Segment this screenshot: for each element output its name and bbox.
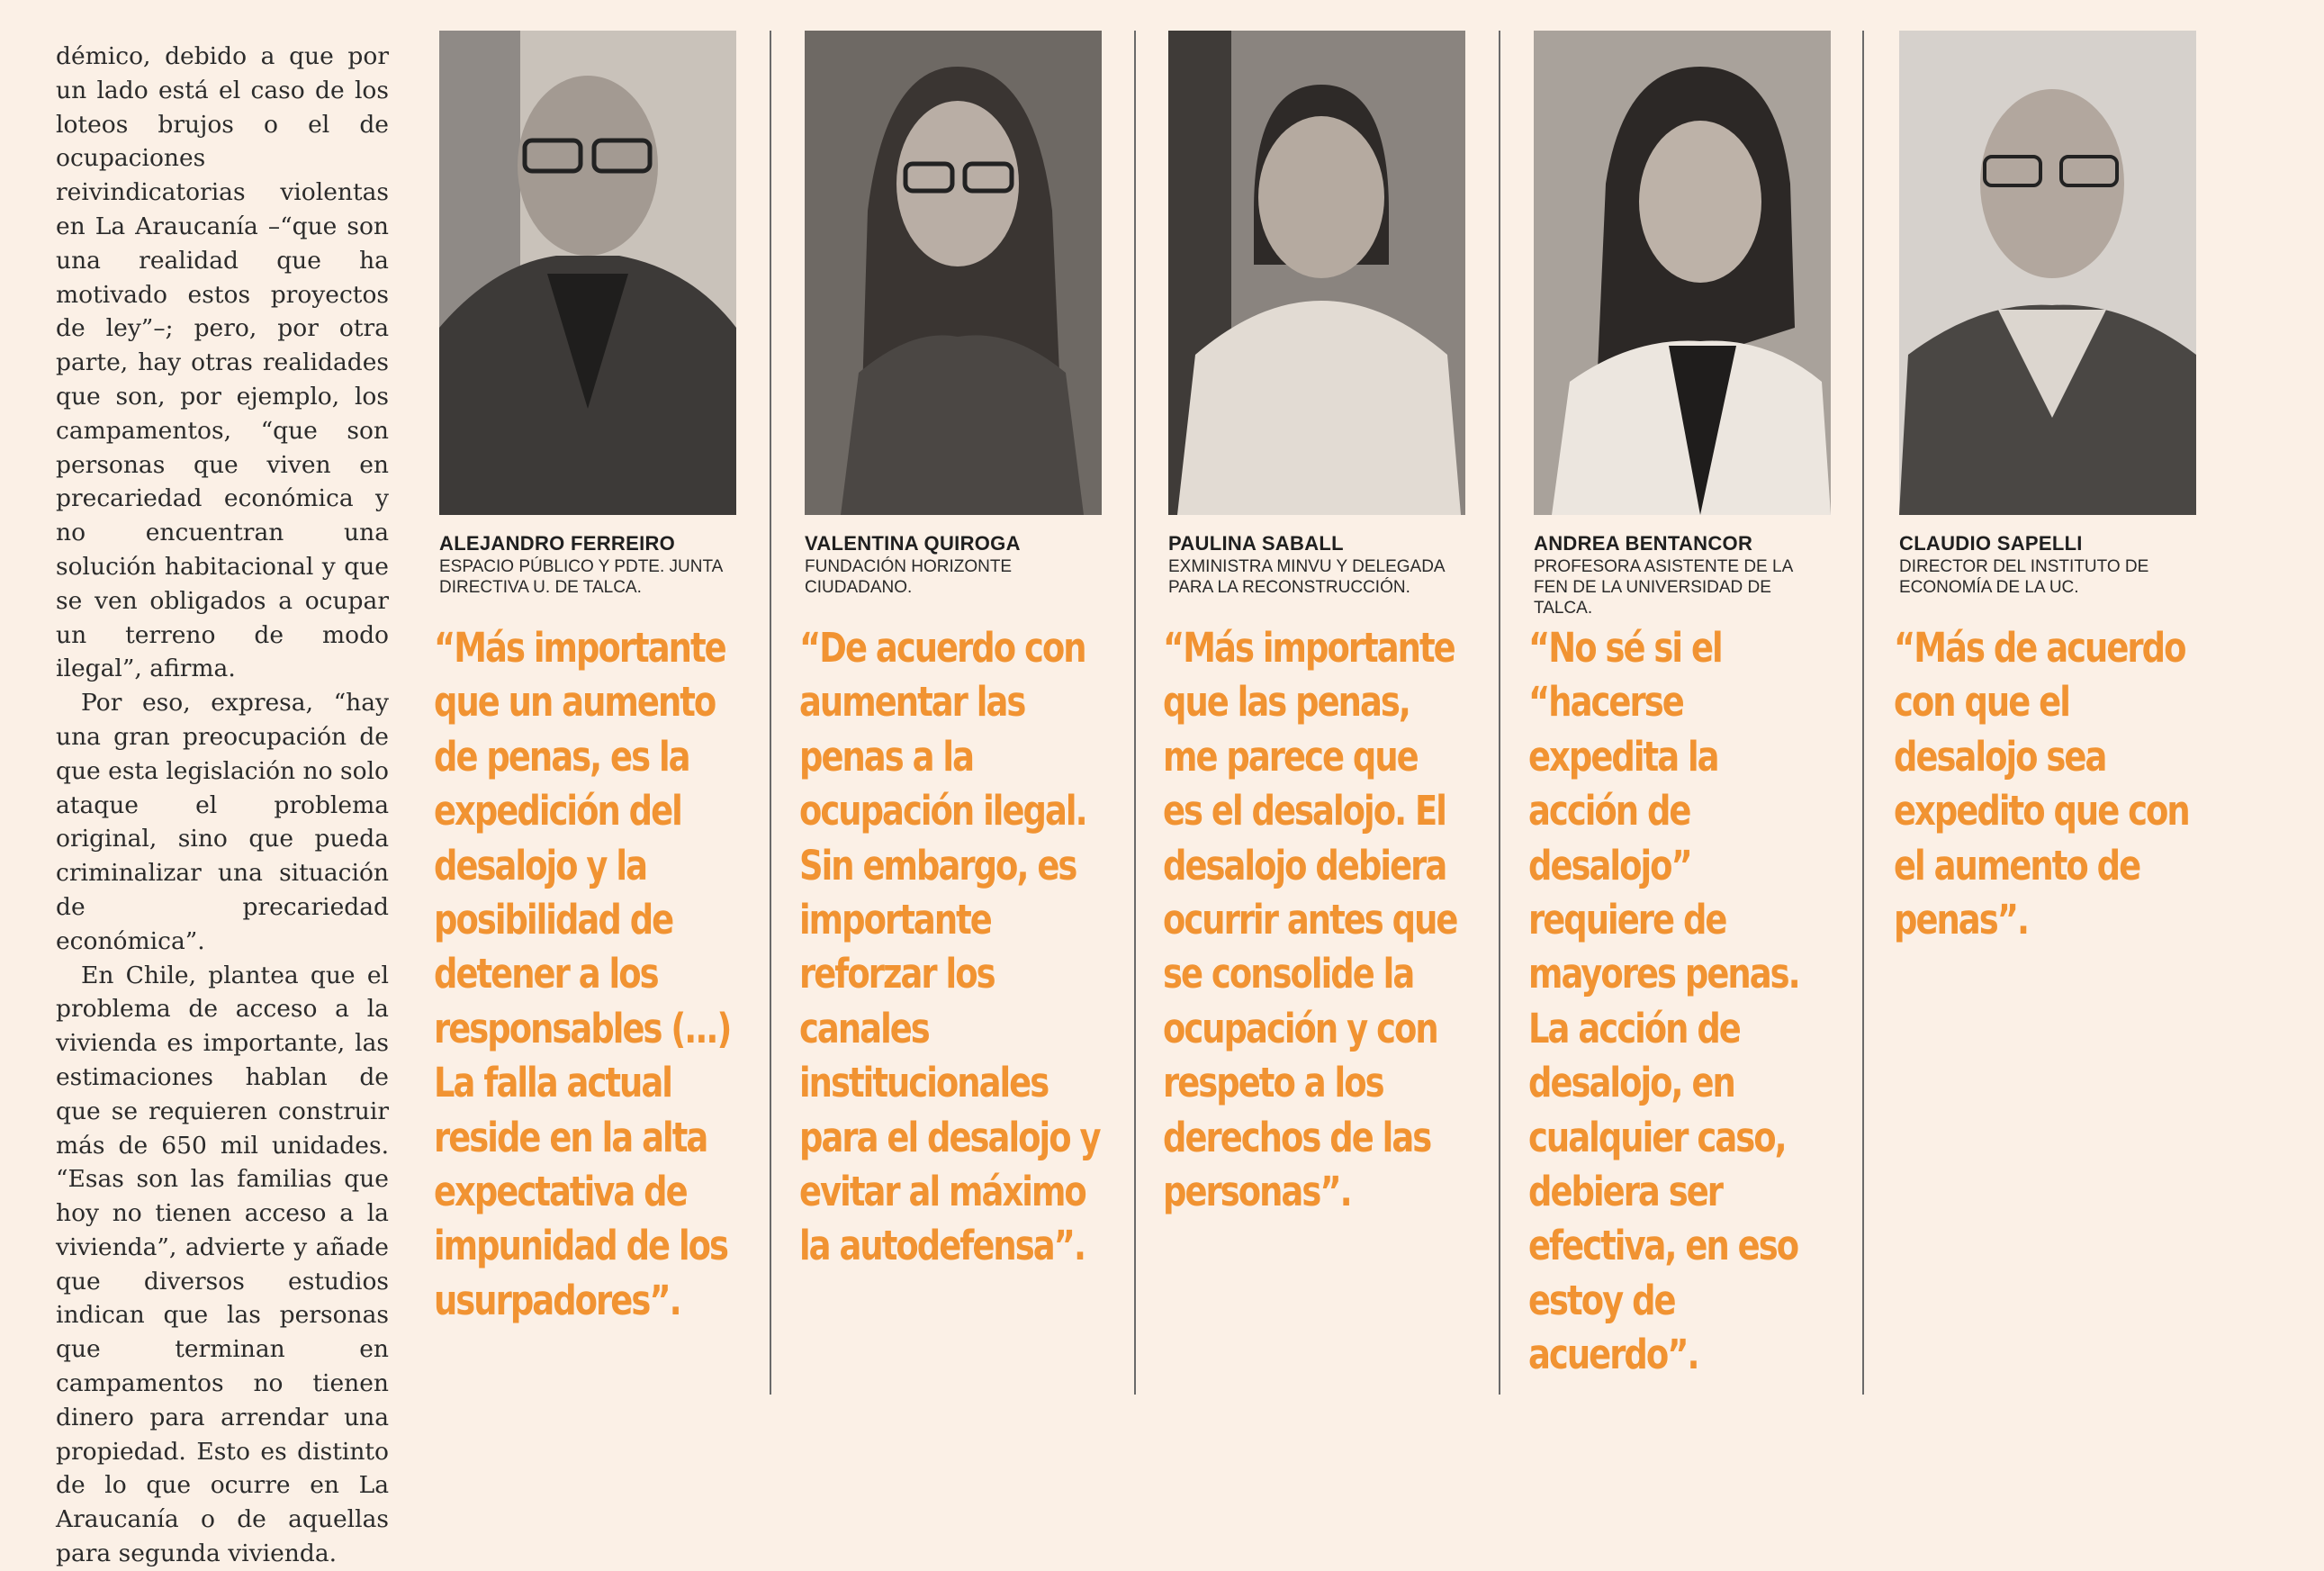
article-paragraph-1: démico, debido a que por un lado está el caso de los loteos brujos o el de ocupaciones reivindicatorias violentas en La Araucanía –“que son una realidad que ha motivado estos proyectos de ley”–; pero, por otra parte, hay otras realidades que son, por ejemplo, los campamentos, “que son personas que viven en precariedad económica y no encuentran una solución habitacional y que se ven obligados a ocupar un terreno de modo ilegal”, afirma. [56, 42, 389, 683]
portrait-photo [805, 31, 1102, 515]
expert-quote: “No sé si el “hacerse expedita la acción de desalojo” requiere de mayores penas. La acción de desalojo, en cualquier caso, debiera ser efectiva, en eso estoy de acuerdo”. [1528, 624, 1799, 1379]
portrait-photo [1168, 31, 1465, 515]
expert-role: PROFESORA ASISTENTE DE LA FEN DE LA UNIVERSIDAD DE TALCA. [1534, 557, 1793, 618]
expert-quote: “Más importante que un aumento de penas, es la expedición del desalojo y la posibilidad de detener a los responsables (...) La falla actual reside en la alta expectativa de impunidad de los usurpadores”. [434, 624, 731, 1324]
expert-role: ESPACIO PÚBLICO Y PDTE. JUNTA DIRECTIVA U. DE TALCA. [439, 557, 723, 597]
expert-name: ANDREA BENTANCOR [1534, 532, 1753, 555]
expert-name: ALEJANDRO FERREIRO [439, 532, 676, 555]
column-divider [1499, 31, 1500, 1395]
portrait-photo [439, 31, 736, 515]
expert-column-quiroga [799, 31, 1102, 1395]
expert-quote: “De acuerdo con aumentar las penas a la ocupación ilegal. Sin embargo, es importante reforzar los canales institucionales para el desalojo y evitar al máximo la autodefensa”. [799, 624, 1100, 1270]
expert-column-sapelli [1894, 31, 2196, 1395]
portrait-photo [1899, 31, 2196, 515]
column-divider [770, 31, 771, 1395]
expert-name: VALENTINA QUIROGA [805, 532, 1021, 555]
expert-quote: “Más de acuerdo con que el desalojo sea expedito que con el aumento de penas”. [1894, 624, 2189, 944]
expert-role: DIRECTOR DEL INSTITUTO DE ECONOMÍA DE LA UC. [1899, 557, 2149, 597]
expert-column-ferreiro [434, 31, 736, 1395]
column-divider [1134, 31, 1136, 1395]
expert-role: EXMINISTRA MINVU Y DELEGADA PARA LA RECONSTRUCCIÓN. [1168, 557, 1445, 597]
article-paragraph-2: Por eso, expresa, “hay una gran preocupación de que esta legislación no solo ataque el problema original, sino que pueda criminalizar una situación de precariedad económica”. [56, 689, 389, 955]
expert-column-saball [1163, 31, 1465, 1395]
column-divider [1862, 31, 1864, 1395]
expert-name: CLAUDIO SAPELLI [1899, 532, 2083, 555]
expert-name: PAULINA SABALL [1168, 532, 1344, 555]
expert-role: FUNDACIÓN HORIZONTE CIUDADANO. [805, 557, 1013, 597]
expert-column-bentancor [1528, 31, 1831, 1395]
article-paragraph-3: En Chile, plantea que el problema de acceso a la vivienda es importante, las estimaciones hablan de que se requieren construir más de 650 mil unidades. “Esas son las familias que hoy no tienen acceso a la vivienda”, advierte y añade que diversos estudios indican que las personas que terminan en campamentos no tienen dinero para arrendar una propiedad. Esto es distinto de lo que ocurre en La Araucanía o de aquellas para segunda vivienda. [56, 961, 389, 1568]
article-body [56, 40, 389, 1571]
expert-quote: “Más importante que las penas, me parece que es el desalojo. El desalojo debiera ocurrir antes que se consolide la ocupación y con respeto a los derechos de las personas”. [1163, 624, 1457, 1216]
portrait-photo [1534, 31, 1831, 515]
